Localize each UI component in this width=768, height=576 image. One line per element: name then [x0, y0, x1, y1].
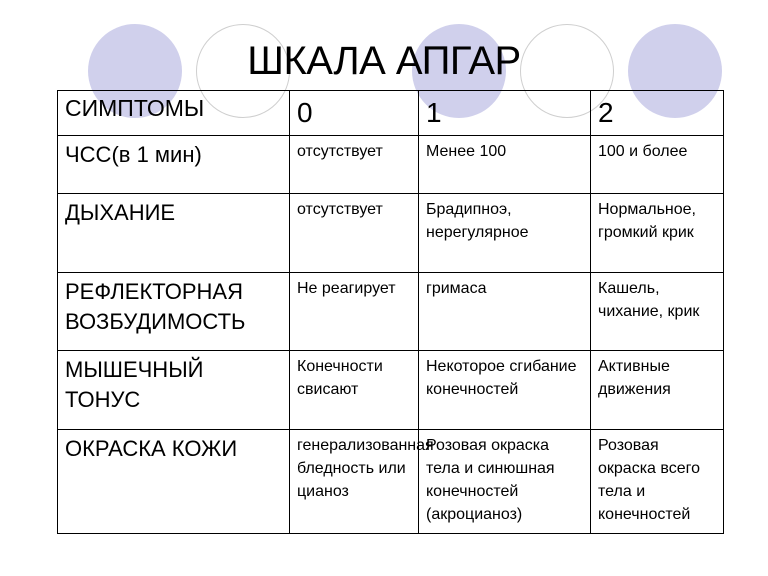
score-0-cell: отсутствует — [290, 194, 419, 273]
score-0-cell: генерализованная бледность или цианоз — [290, 430, 419, 534]
table-row — [58, 194, 724, 273]
header-score-2: 2 — [591, 91, 724, 136]
score-1-cell: Некоторое сгибание конечностей — [419, 351, 591, 430]
table-header-row — [58, 91, 724, 136]
header-score-0: 0 — [290, 91, 419, 136]
symptom-cell: РЕФЛЕКТОРНАЯ ВОЗБУДИМОСТЬ — [58, 273, 290, 351]
table-row — [58, 430, 724, 534]
score-2-cell: Розовая окраска всего тела и конечностей — [591, 430, 724, 534]
score-0-cell: Не реагирует — [290, 273, 419, 351]
apgar-table — [57, 90, 724, 534]
score-2-cell: Активные движения — [591, 351, 724, 430]
symptom-cell: ОКРАСКА КОЖИ — [58, 430, 290, 534]
table-row — [58, 351, 724, 430]
score-2-cell: Нормальное, громкий крик — [591, 194, 724, 273]
score-1-cell: Розовая окраска тела и синюшная конечностей (акроцианоз) — [419, 430, 591, 534]
score-2-cell: Кашель, чихание, крик — [591, 273, 724, 351]
symptom-cell: ДЫХАНИЕ — [58, 194, 290, 273]
slide-title: ШКАЛА АПГАР — [247, 39, 521, 83]
table-row — [58, 273, 724, 351]
table-row — [58, 136, 724, 194]
score-2-cell: 100 и более — [591, 136, 724, 194]
symptom-cell: ЧСС(в 1 мин) — [58, 136, 290, 194]
header-symptoms: СИМПТОМЫ — [58, 91, 290, 136]
score-1-cell: Брадипноэ, нерегулярное — [419, 194, 591, 273]
symptom-cell: МЫШЕЧНЫЙ ТОНУС — [58, 351, 290, 430]
score-0-cell: отсутствует — [290, 136, 419, 194]
score-1-cell: Менее 100 — [419, 136, 591, 194]
header-score-1: 1 — [419, 91, 591, 136]
score-0-cell: Конечности свисают — [290, 351, 419, 430]
score-1-cell: гримаса — [419, 273, 591, 351]
